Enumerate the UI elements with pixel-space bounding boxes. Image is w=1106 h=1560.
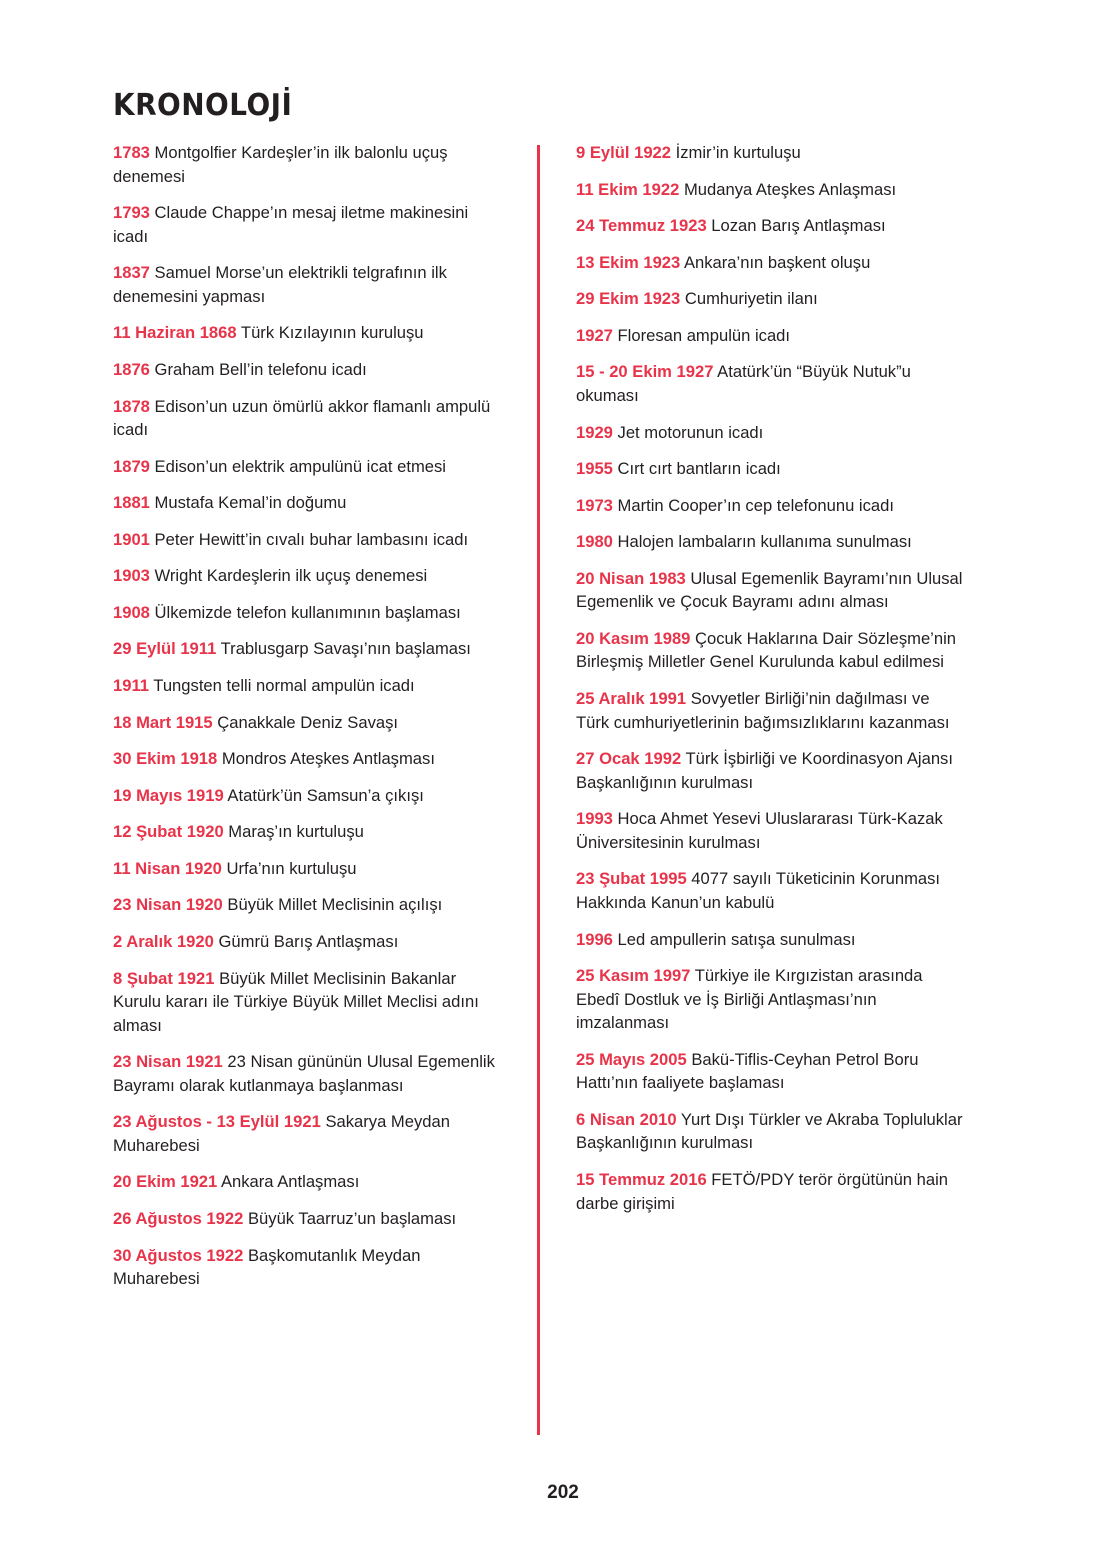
- chronology-entry: [576, 807, 964, 854]
- entry-date: 19 Mayıs 1919: [113, 785, 224, 805]
- entry-date: 24 Temmuz 1923: [576, 216, 707, 236]
- chronology-entry: [576, 627, 964, 674]
- entry-date: 25 Aralık 1991: [576, 689, 687, 708]
- entry-date: 1878: [113, 396, 150, 416]
- entry-text: Mustafa Kemal’in doğumu: [149, 493, 347, 513]
- entry-text: 23 Nisan gününün Ulusal Egemenlik Bayramı olarak kutlanmaya başlanması: [113, 1052, 495, 1095]
- entry-date: 1973: [576, 495, 613, 515]
- entry-text: Türk Kızılayının kuruluşu: [236, 323, 424, 343]
- chronology-entry: [113, 395, 501, 442]
- chronology-entry: [113, 930, 501, 954]
- chronology-entry: [576, 867, 964, 914]
- entry-date: 1993: [576, 809, 613, 829]
- entry-date: 20 Nisan 1983: [576, 568, 686, 588]
- entry-text: Gümrü Barış Antlaşması: [213, 931, 399, 951]
- entry-text: Tungsten telli normal ampulün icadı: [149, 676, 415, 695]
- entry-date: 25 Mayıs 2005: [576, 1049, 687, 1069]
- entry-text: Peter Hewitt’in cıvalı buhar lambasını icadı: [149, 529, 469, 549]
- chronology-entry: [113, 674, 501, 698]
- entry-text: Sakarya Meydan Muharebesi: [113, 1112, 450, 1155]
- entry-text: Çanakkale Deniz Savaşı: [212, 712, 399, 732]
- entry-date: 23 Şubat 1995: [576, 869, 687, 889]
- entry-date: 18 Mart 1915: [113, 712, 213, 732]
- entry-date: 1929: [576, 422, 613, 442]
- entry-text: Sovyetler Birliği’nin dağılması ve Türk cumhuriyetlerinin bağımsızlıklarını kazanması: [576, 689, 950, 732]
- entry-text: Claude Chappe’ın mesaj iletme makinesini icadı: [113, 203, 469, 246]
- entry-date: 1793: [113, 203, 150, 223]
- entry-text: Atatürk’ün Samsun’a çıkışı: [223, 785, 424, 805]
- entry-date: 11 Ekim 1922: [576, 179, 680, 199]
- chronology-entry: [576, 530, 964, 554]
- entry-date: 1881: [113, 493, 150, 513]
- entry-date: 20 Kasım 1989: [576, 628, 691, 648]
- entry-text: Ankara Antlaşması: [217, 1172, 360, 1192]
- entry-text: Martin Cooper’ın cep telefonunu icadı: [612, 495, 894, 515]
- entry-text: Montgolfier Kardeşler’in ilk balonlu uçuş denemesi: [113, 143, 448, 186]
- chronology-left-column: [113, 141, 537, 1304]
- entry-date: 23 Ağustos - 13 Eylül 1921: [113, 1112, 321, 1132]
- entry-date: 12 Şubat 1920: [113, 822, 224, 842]
- chronology-entry: [576, 687, 964, 734]
- entry-text: Halojen lambaların kullanıma sunulması: [612, 532, 912, 552]
- entry-text: Samuel Morse’un elektrikli telgrafının ilk denemesini yapması: [113, 263, 447, 306]
- entry-date: 2 Aralık 1920: [113, 931, 214, 951]
- entry-text: Ankara’nın başkent oluşu: [680, 252, 871, 272]
- entry-text: Yurt Dışı Türkler ve Akraba Topluluklar Başkanlığının kurulması: [576, 1109, 963, 1153]
- entry-text: Cumhuriyetin ilanı: [680, 289, 818, 309]
- chronology-entry: [113, 711, 501, 735]
- entry-date: 26 Ağustos 1922: [113, 1209, 244, 1228]
- entry-date: 8 Şubat 1921: [113, 968, 215, 988]
- entry-text: Edison’un uzun ömürlü akkor flamanlı ampulü icadı: [113, 396, 491, 440]
- chronology-entry: [113, 1244, 501, 1291]
- entry-text: Ulusal Egemenlik Bayramı’nın Ulusal Egemenlik ve Çocuk Bayramı adını alması: [576, 568, 963, 612]
- chronology-entry: [576, 360, 964, 407]
- entry-date: 23 Nisan 1921: [113, 1052, 223, 1072]
- entry-date: 1911: [113, 676, 149, 695]
- entry-date: 1783: [113, 143, 150, 162]
- entry-date: 13 Ekim 1923: [576, 252, 681, 272]
- entry-text: Büyük Millet Meclisinin açılışı: [222, 895, 443, 915]
- chronology-entry: [576, 324, 964, 348]
- chronology-entry: [576, 141, 964, 165]
- entry-date: 11 Nisan 1920: [113, 858, 222, 878]
- entry-text: Çocuk Haklarına Dair Sözleşme’nin Birleşmiş Milletler Genel Kurulunda kabul edilmesi: [576, 628, 957, 672]
- chronology-entry: [576, 494, 964, 518]
- chronology-entry: [113, 1170, 501, 1194]
- entry-text: Büyük Millet Meclisinin Bakanlar Kurulu kararı ile Türkiye Büyük Millet Meclisi adını alması: [113, 968, 479, 1035]
- page-title: KRONOLOJİ: [113, 88, 293, 123]
- entry-text: Wright Kardeşlerin ilk uçuş denemesi: [149, 566, 428, 586]
- chronology-entry: [576, 567, 964, 614]
- entry-date: 30 Ağustos 1922: [113, 1245, 244, 1265]
- entry-date: 1927: [576, 325, 613, 345]
- entry-text: İzmir’in kurtuluşu: [671, 143, 801, 162]
- chronology-entry: [576, 1048, 964, 1095]
- entry-text: Lozan Barış Antlaşması: [706, 216, 886, 236]
- page-number: 202: [547, 1482, 579, 1503]
- entry-text: Türkiye ile Kırgızistan arasında Ebedî Dostluk ve İş Birliği Antlaşması’nın imzalanması: [576, 966, 923, 1033]
- two-column-layout: [113, 141, 1014, 1435]
- entry-text: Bakü-Tiflis-Ceyhan Petrol Boru Hattı’nın faaliyete başlaması: [576, 1049, 919, 1093]
- entry-text: Urfa’nın kurtuluşu: [221, 858, 357, 878]
- chronology-entry: [113, 455, 501, 479]
- chronology-entry: [113, 141, 501, 188]
- chronology-entry: [576, 178, 964, 202]
- entry-date: 9 Eylül 1922: [576, 143, 672, 162]
- entry-date: 27 Ocak 1992: [576, 749, 682, 769]
- entry-date: 23 Nisan 1920: [113, 895, 223, 915]
- entry-date: 1908: [113, 602, 150, 622]
- chronology-entry: [576, 457, 964, 481]
- chronology-entry: [576, 928, 964, 952]
- chronology-entry: [113, 491, 501, 515]
- entry-text: Mondros Ateşkes Antlaşması: [217, 749, 435, 769]
- entry-text: Led ampullerin satışa sunulması: [612, 929, 856, 949]
- entry-text: Başkomutanlık Meydan Muharebesi: [113, 1245, 421, 1289]
- chronology-entry: [113, 967, 501, 1038]
- entry-text: Graham Bell’in telefonu icadı: [149, 359, 367, 379]
- chronology-entry: [113, 820, 501, 844]
- chronology-entry: [576, 287, 964, 311]
- chronology-entry: [113, 637, 501, 661]
- entry-date: 1980: [576, 532, 613, 552]
- chronology-entry: [576, 251, 964, 275]
- chronology-right-column: [540, 141, 964, 1228]
- entry-date: 1837: [113, 263, 150, 283]
- chronology-entry: [576, 1168, 964, 1215]
- entry-text: Atatürk’ün “Büyük Nutuk”u okuması: [576, 362, 911, 405]
- chronology-entry: [113, 528, 501, 552]
- entry-date: 1876: [113, 359, 150, 379]
- chronology-entry: [576, 1108, 964, 1155]
- entry-date: 1879: [113, 456, 150, 476]
- entry-date: 1903: [113, 566, 150, 586]
- entry-text: Trablusgarp Savaşı’nın başlaması: [216, 639, 471, 659]
- entry-text: Mudanya Ateşkes Anlaşması: [679, 179, 897, 199]
- entry-date: 11 Haziran 1868: [113, 323, 237, 343]
- chronology-entry: [113, 1207, 501, 1231]
- chronology-entry: [113, 747, 501, 771]
- entry-date: 6 Nisan 2010: [576, 1109, 677, 1129]
- entry-date: 15 Temmuz 2016: [576, 1170, 707, 1189]
- chronology-entry: [576, 964, 964, 1035]
- entry-text: Ülkemizde telefon kullanımının başlaması: [149, 602, 461, 622]
- entry-text: Büyük Taarruz’un başlaması: [243, 1209, 457, 1228]
- chronology-entry: [113, 857, 501, 881]
- chronology-entry: [576, 747, 964, 794]
- chronology-entry: [113, 893, 501, 917]
- chronology-entry: [113, 1110, 501, 1157]
- entry-text: Floresan ampulün icadı: [612, 325, 791, 345]
- entry-date: 30 Ekim 1918: [113, 749, 218, 769]
- entry-text: Türk İşbirliği ve Koordinasyon Ajansı Başkanlığının kurulması: [576, 749, 953, 792]
- chronology-entry: [113, 1050, 501, 1097]
- entry-text: Hoca Ahmet Yesevi Uluslararası Türk-Kazak Üniversitesinin kurulması: [576, 809, 943, 852]
- entry-text: Cırt cırt bantların icadı: [612, 459, 781, 479]
- entry-date: 29 Eylül 1911: [113, 639, 217, 659]
- chronology-entry: [113, 201, 501, 248]
- entry-text: 4077 sayılı Tüketicinin Korunması Hakkında Kanun’un kabulü: [576, 869, 941, 912]
- chronology-entry: [113, 321, 501, 345]
- entry-date: 15 - 20 Ekim 1927: [576, 362, 714, 382]
- entry-text: Maraş’ın kurtuluşu: [223, 822, 364, 842]
- entry-date: 29 Ekim 1923: [576, 289, 681, 309]
- entry-text: Jet motorunun icadı: [612, 422, 764, 442]
- entry-text: Edison’un elektrik ampulünü icat etmesi: [149, 456, 446, 476]
- entry-date: 1955: [576, 459, 613, 479]
- chronology-entry: [113, 358, 501, 382]
- chronology-entry: [113, 564, 501, 588]
- entry-date: 1996: [576, 929, 613, 949]
- chronology-entry: [576, 421, 964, 445]
- entry-date: 25 Kasım 1997: [576, 966, 691, 986]
- entry-text: FETÖ/PDY terör örgütünün hain darbe girişimi: [576, 1170, 949, 1213]
- chronology-entry: [576, 214, 964, 238]
- entry-date: 1901: [113, 529, 150, 549]
- chronology-entry: [113, 601, 501, 625]
- entry-date: 20 Ekim 1921: [113, 1172, 218, 1192]
- chronology-entry: [113, 261, 501, 308]
- chronology-entry: [113, 784, 501, 808]
